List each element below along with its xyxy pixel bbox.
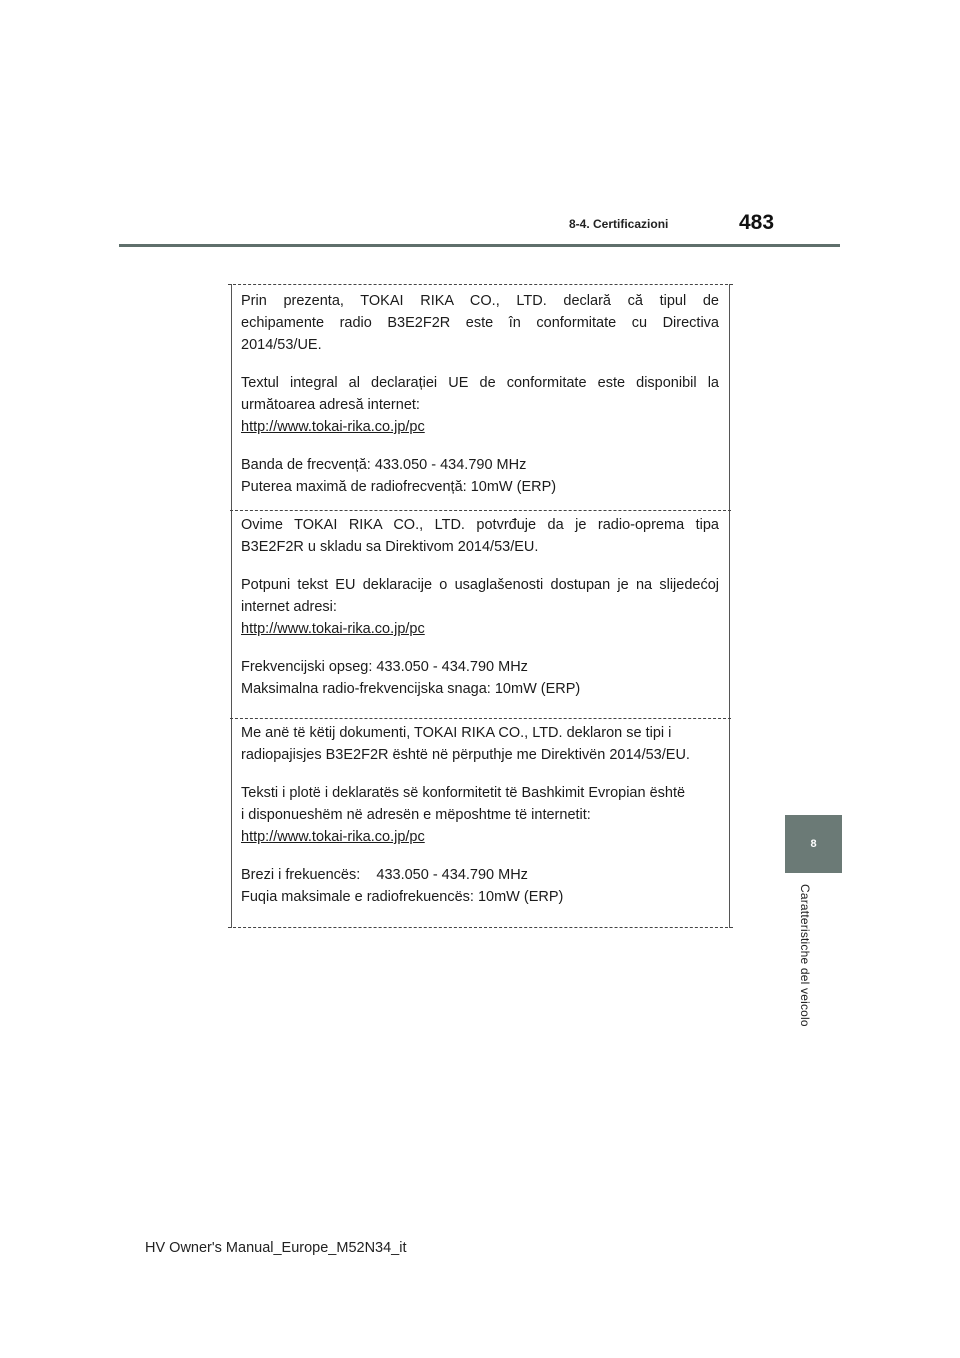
- fulltext-line: Teksti i plotë i deklaratës së konformitetit të Bashkimit Evropian është: [241, 785, 686, 801]
- cert-block-bosnian: [232, 514, 729, 716]
- fulltext-line: internet adresi:: [241, 599, 337, 615]
- declaration-line: B3E2F2R u skladu sa Direktivom 2014/53/EU.: [241, 539, 539, 555]
- frequency-band: Brezi i frekuencës: 433.050 - 434.790 MHz: [241, 867, 528, 883]
- certification-box: [231, 284, 730, 928]
- fulltext-line: următoarea adresă internet:: [241, 397, 420, 413]
- frequency-band: Banda de frecvență: 433.050 - 434.790 MHz: [241, 457, 527, 473]
- max-power: Puterea maximă de radiofrecvență: 10mW (ERP): [241, 479, 557, 495]
- url-link[interactable]: http://www.tokai-rika.co.jp/pc: [241, 621, 425, 637]
- footer-text: HV Owner's Manual_Europe_M52N34_it: [145, 1240, 407, 1256]
- fulltext-line: Potpuni tekst EU deklaracije o usaglašenosti dostupan je na slijedećoj: [241, 577, 719, 593]
- declaration-line: echipamente radio B3E2F2R este în conformitate cu Directiva: [241, 315, 719, 331]
- header-rule: [119, 244, 840, 247]
- page-number: 483: [739, 211, 775, 234]
- declaration-line: radiopajisjes B3E2F2R është në përputhje me Direktivën 2014/53/EU.: [241, 747, 690, 763]
- chapter-label: Caratteristiche del veicolo: [798, 884, 812, 1027]
- fulltext-line: i disponueshëm në adresën e mëposhtme të internetit:: [241, 807, 591, 823]
- fulltext-line: Textul integral al declarației UE de conformitate este disponibil la: [241, 375, 719, 391]
- url-link[interactable]: http://www.tokai-rika.co.jp/pc: [241, 419, 425, 435]
- declaration-line: Ovime TOKAI RIKA CO., LTD. potvrđuje da je radio-oprema tipa: [241, 517, 719, 533]
- declaration-line: Me anë të këtij dokumenti, TOKAI RIKA CO., LTD. deklaron se tipi i: [241, 725, 672, 741]
- max-power: Fuqia maksimale e radiofrekuencës: 10mW (ERP): [241, 889, 564, 905]
- chapter-tab: [785, 815, 842, 873]
- max-power: Maksimalna radio-frekvencijska snaga: 10mW (ERP): [241, 681, 581, 697]
- chapter-number: 8: [810, 838, 817, 850]
- section-title: 8-4. Certificazioni: [569, 217, 669, 231]
- frequency-band: Frekvencijski opseg: 433.050 - 434.790 MHz: [241, 659, 528, 675]
- block-divider: [230, 510, 731, 511]
- declaration-line: 2014/53/UE.: [241, 337, 322, 353]
- cert-block-albanian: [232, 722, 729, 924]
- declaration-line: Prin prezenta, TOKAI RIKA CO., LTD. declară că tipul de: [241, 293, 719, 309]
- block-divider: [230, 718, 731, 719]
- url-link[interactable]: http://www.tokai-rika.co.jp/pc: [241, 829, 425, 845]
- cert-block-romanian: [232, 290, 729, 514]
